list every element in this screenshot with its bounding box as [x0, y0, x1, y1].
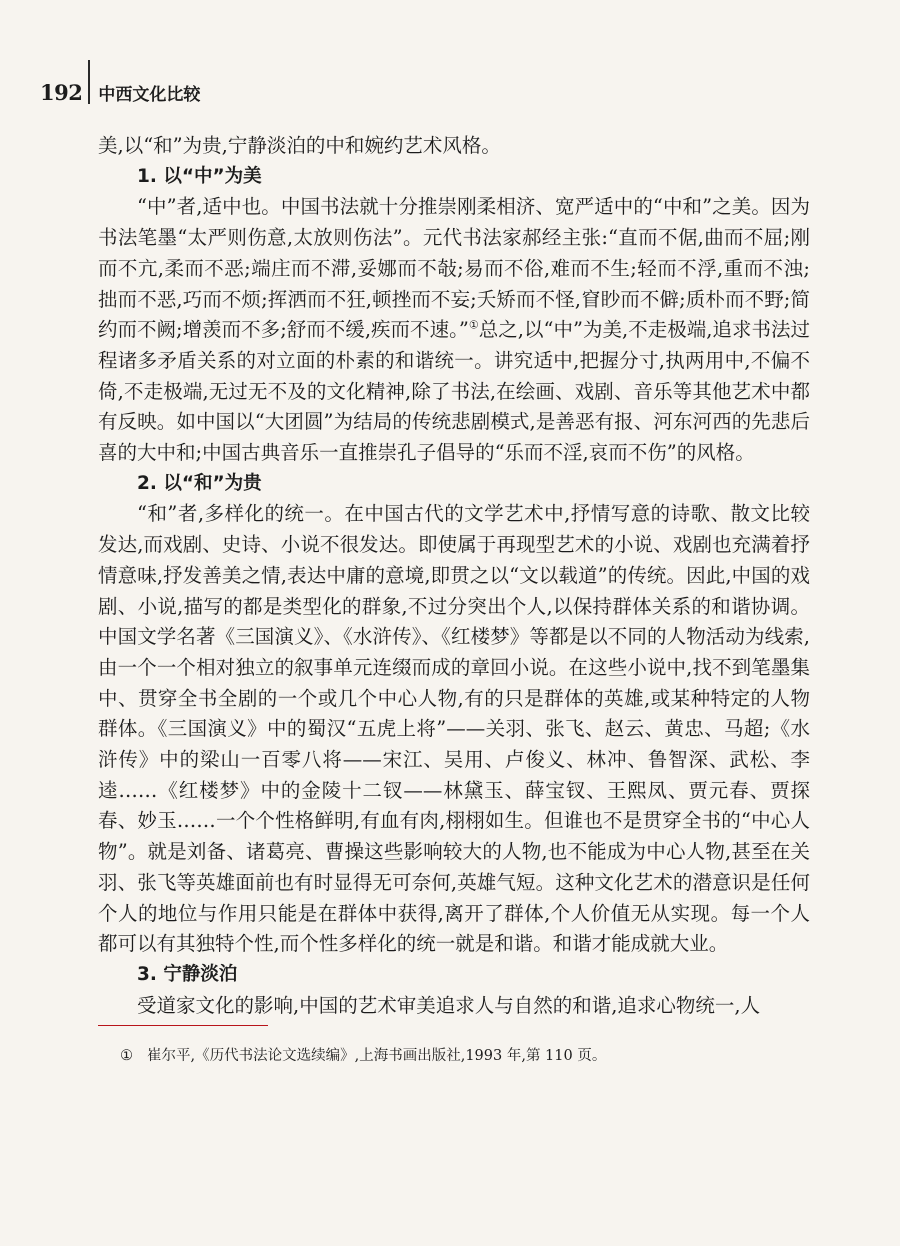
footnote	[120, 1046, 606, 1066]
section-2-paragraph: “和”者,多样化的统一。在中国古代的文学艺术中,抒情写意的诗歌、散文比较发达,而戏剧、史诗、小说不很发达。即使属于再现型艺术的小说、戏剧也充满着抒情意味,抒发善美之情,表达中庸的意境,即贯之以“文以载道”的传统。因此,中国的戏剧、小说,描写的都是类型化的群象,不过分突出个人,以保持群体关系的和谐协调。中国文学名著《三国演义》、《水浒传》、《红楼梦》等都是以不同的人物活动为线索,由一个一个相对独立的叙事单元连缀而成的章回小说。在这些小说中,找不到笔墨集中、贯穿全书全剧的一个或几个中心人物,有的只是群体的英雄,或某种特定的人物群体。《三国演义》中的蜀汉“五虎上将”——关羽、张飞、赵云、黄忠、马超;《水浒传》中的梁山一百零八将——宋江、吴用、卢俊义、林冲、鲁智深、武松、李逵……《红楼梦》中的金陵十二钗——林黛玉、薛宝钗、王熙凤、贾元春、贾探春、妙玉……一个个性格鲜明,有血有肉,栩栩如生。但谁也不是贯穿全书的“中心人物”。就是刘备、诸葛亮、曹操这些影响较大的人物,也不能成为中心人物,甚至在关羽、张飞等英雄面前也有时显得无可奈何,英雄气短。这种文化艺术的潜意识是任何个人的地位与作用只能是在群体中获得,离开了群体,个人价值无从实现。每一个人都可以有其独特个性,而个性多样化的统一就是和谐。和谐才能成就大业。	[98, 502, 810, 956]
footnote-number: ①	[120, 1048, 133, 1064]
header-divider	[88, 60, 90, 104]
section-1-heading: 1. 以“中”为美	[137, 165, 262, 187]
section-1-text: “中”者,适中也。中国书法就十分推崇刚柔相济、宽严适中的“中和”之美。因为书法笔墨“太严则伤意,太放则伤法”。元代书法家郝经主张:“直而不倨,曲而不屈;刚而不亢,柔而不恶;端庄而不滞,妥娜而不敧;易而不俗,难而不生;轻而不浮,重而不浊;拙而不恶,巧而不烦;挥洒而不狂,顿挫而不妄;夭矫而不怪,窅眇而不僻;质朴而不野;简约而不阙;增羡而不多;舒而不缓,疾而不速。”	[98, 195, 810, 342]
footnote-divider	[98, 1025, 268, 1026]
footnote-text: 崔尔平,《历代书法论文选续编》,上海书画出版社,1993 年,第 110 页。	[147, 1048, 607, 1064]
section-3-paragraph: 受道家文化的影响,中国的艺术审美追求人与自然的和谐,追求心物统一,人	[137, 993, 761, 1017]
page-number: 192	[40, 79, 83, 105]
section-1-text-after: 总之,以“中”为美,不走极端,追求书法过程诸多矛盾关系的对立面的朴素的和谐统一。讲究适中,把握分寸,执两用中,不偏不倚,不走极端,无过无不及的文化精神,除了书法,在绘画、戏剧、音乐等其他艺术中都有反映。如中国以“大团圆”为结局的传统悲剧模式,是善恶有报、河东河西的先悲后喜的大中和;中国古典音乐一直推崇孔子倡导的“乐而不淫,哀而不伤”的风格。	[98, 318, 810, 465]
footnote-marker[interactable]: ①	[468, 318, 479, 332]
running-header	[40, 70, 200, 114]
section-2-heading: 2. 以“和”为贵	[137, 472, 262, 494]
section-3-heading: 3. 宁静淡泊	[137, 963, 238, 985]
intro-paragraph: 美,以“和”为贵,宁静淡泊的中和婉约艺术风格。	[98, 134, 501, 157]
section-1-paragraph	[98, 192, 810, 468]
main-text	[98, 131, 810, 1021]
book-title: 中西文化比较	[98, 84, 201, 105]
